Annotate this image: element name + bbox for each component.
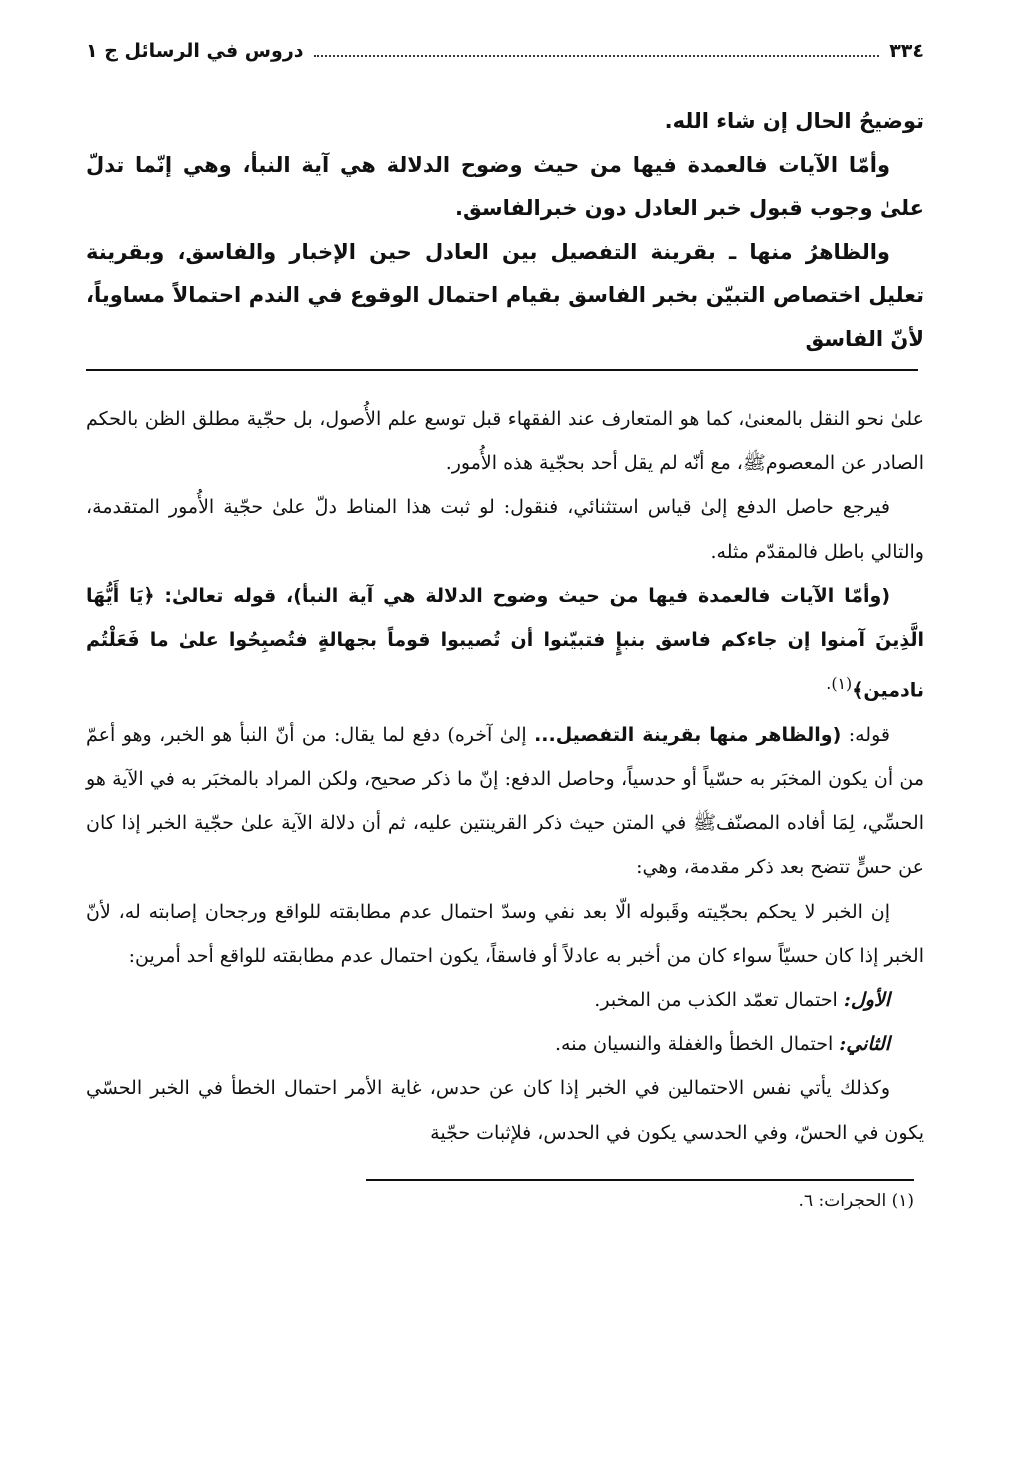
- sharh-paragraph-2: فيرجع حاصل الدفع إلىٰ قياس استثنائي، فنقول: لو ثبت هذا المناط دلّ علىٰ حجّية الأُمور المتقدمة، والتالي باطل فالمقدّم مثله.: [86, 496, 924, 563]
- sharh-paragraph-7: [86, 1022, 924, 1066]
- footnote-separator: [366, 1179, 914, 1181]
- sharh-paragraph-3: [86, 574, 924, 713]
- quoted-matn: (وأمّا الآيات فالعمدة فيها من حيث وضوح الدلالة هي آية النبأ)، قوله تعالىٰ: ﴿يَا أَيُّهَا الَّذِينَ آمنوا إن جاءكم فاسق بنبإٍ فتبيّنوا أن تُصيبوا قوماً بجهالةٍ فتُصبِحُوا علىٰ ما فَعَلْتُم نادمين﴾: [86, 584, 924, 702]
- header-dotted-leader: [314, 41, 880, 57]
- sharh-paragraph-5: إن الخبر لا يحكم بحجّيته وقَبوله الّا بعد نفي وسدّ احتمال عدم مطابقته للواقع ورجحان إصابته له، لأنّ الخبر إذا كان حسيّاً سواء كان من أخبر به عادلاً أو فاسقاً، يكون احتمال عدم مطابقته للواقع أحد أمرين:: [86, 900, 924, 967]
- book-title: دروس في الرسائل ج ١: [86, 40, 304, 62]
- commentary-text: [86, 397, 924, 1155]
- first-label: الأول:: [843, 988, 890, 1011]
- second-label: الثاني:: [839, 1033, 890, 1056]
- matn-paragraph-3: والظاهرُ منها ـ بقرينة التفصيل بين العادل حين الإخبار والفاسق، وبقرينة تعليل اختصاص التبيّن بخبر الفاسق بقيام احتمال الوقوع في الندم احتمالاً مساوياً، لأنّ الفاسق: [86, 239, 924, 351]
- page-number: ٣٣٤: [889, 40, 924, 62]
- matn-paragraph-1: توضيحُ الحال إن شاء الله.: [664, 109, 924, 133]
- sharh-paragraph-8: وكذلك يأتي نفس الاحتمالين في الخبر إذا كان عن حدس، غاية الأمر احتمال الخطأ في الخبر الحسّي يكون في الحسّ، وفي الحدسي يكون في الحدس، فلإثبات حجّية: [86, 1077, 924, 1144]
- footnote-ref: (١).: [826, 674, 853, 694]
- footnote: (١) الحجرات: ٦.: [798, 1190, 914, 1211]
- second-text: احتمال الخطأ والغفلة والنسيان منه.: [554, 1033, 840, 1056]
- running-header: [86, 40, 924, 74]
- quoted-matn-2: (والظاهر منها بقرينة التفصيل...: [534, 723, 842, 746]
- qawluhu: قوله:: [841, 723, 890, 746]
- matn-paragraph-2: وأمّا الآيات فالعمدة فيها من حيث وضوح الدلالة هي آية النبأ، وهي إنّما تدلّ علىٰ وجوب قبول خبر العادل دون خبرالفاسق.: [86, 152, 924, 220]
- book-page: [86, 40, 924, 1211]
- text-divider: [86, 369, 918, 371]
- sharh-paragraph-4: [86, 713, 924, 890]
- main-text: [86, 100, 924, 361]
- sharh-paragraph-6: [86, 978, 924, 1022]
- first-text: احتمال تعمّد الكذب من المخبر.: [594, 988, 844, 1011]
- sharh-paragraph-4-text: إلىٰ آخره) دفع لما يقال: من أنّ النبأ هو الخبر، وهو أعمّ من أن يكون المخبَر به حسّياً أو حدسياً، وحاصل الدفع: إنّ ما ذكر صحيح، ولكن المراد بالمخبَر به في الآية هو الحسِّي، لِمَا أفاده المصنّفﷺ في المتن حيث ذكر القرينتين عليه، ثم أن دلالة الآية علىٰ حجّية الخبر إذا كان عن حسٍّ تتضح بعد ذكر مقدمة، وهي:: [86, 723, 924, 879]
- sharh-paragraph-1: علىٰ نحو النقل بالمعنىٰ، كما هو المتعارف عند الفقهاء قبل توسع علم الأُصول، بل حجّية مطلق الظن بالحكم الصادر عن المعصومﷺ، مع أنّه لم يقل أحد بحجّية هذه الأُمور.: [86, 408, 924, 475]
